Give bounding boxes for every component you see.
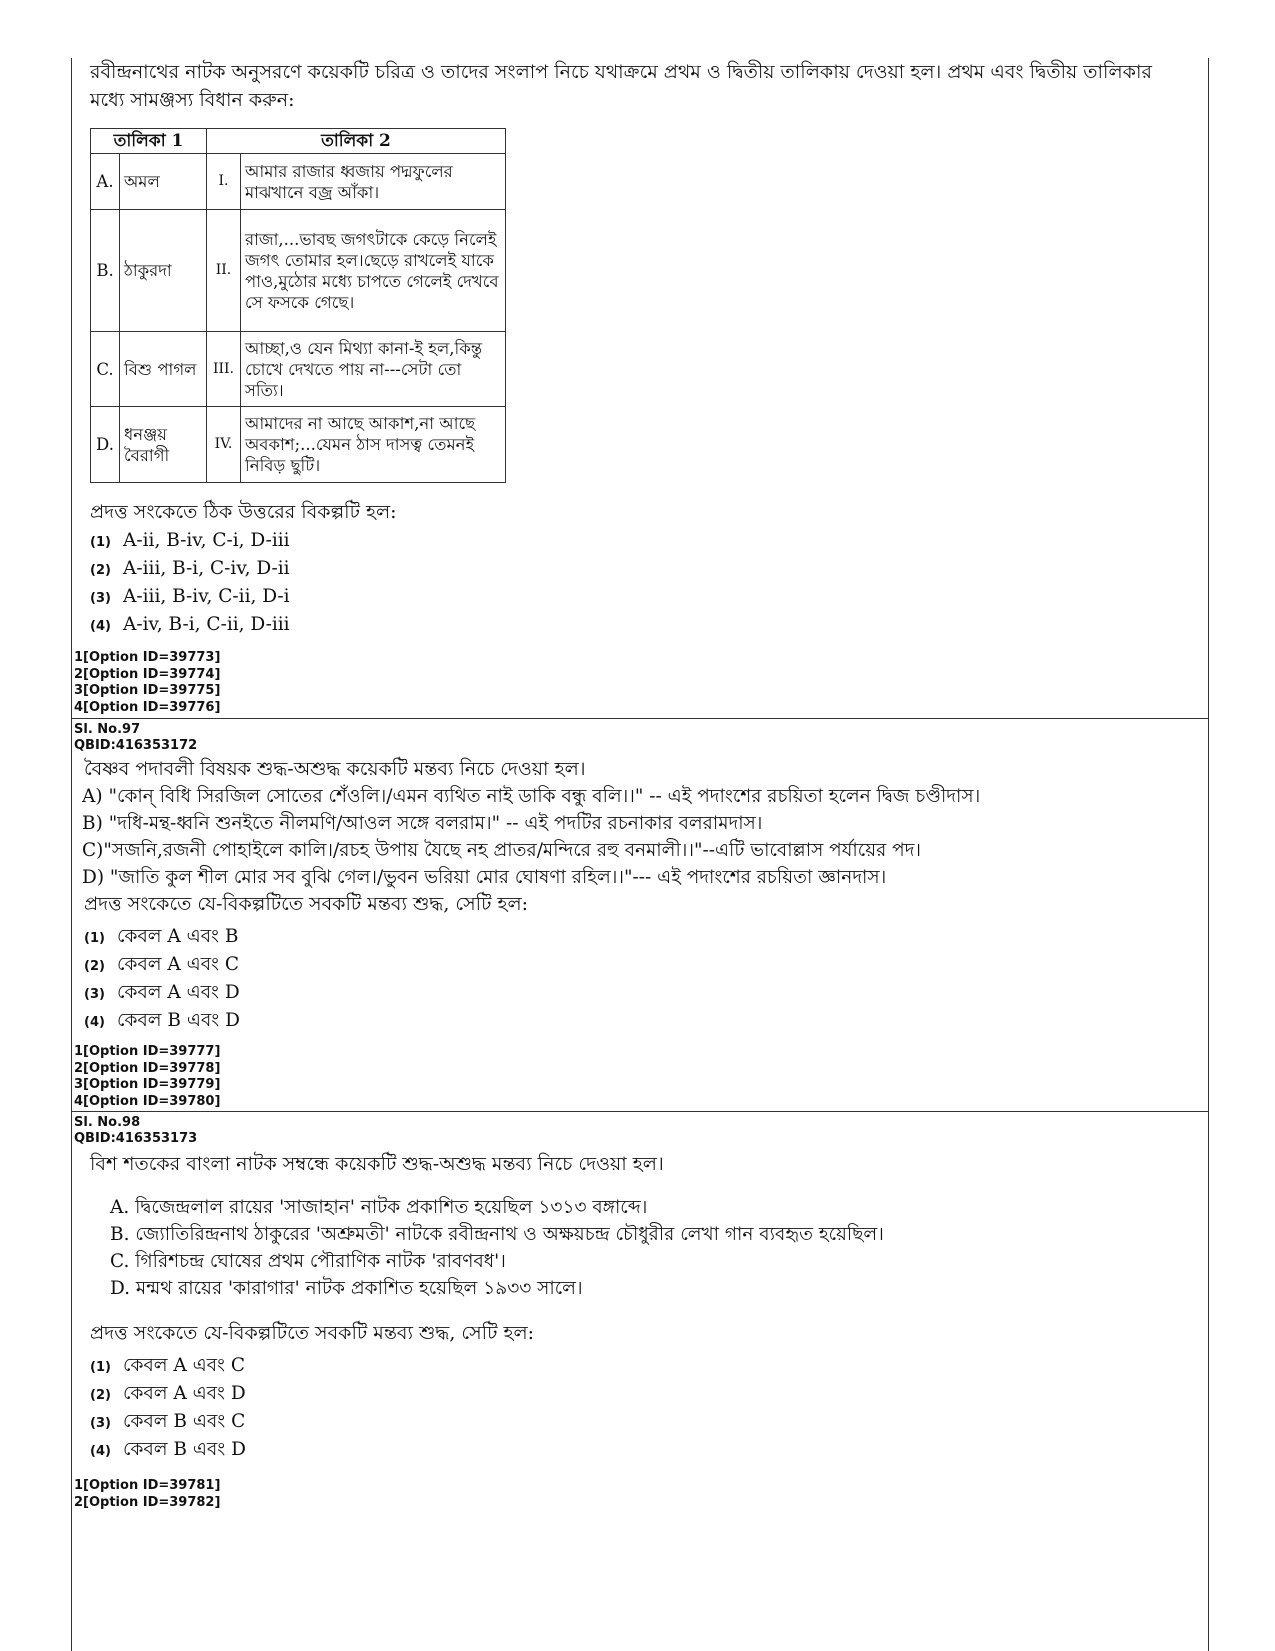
statements-list bbox=[110, 1194, 1208, 1302]
dialogue-quote: আমাদের না আছে আকাশ,না আছে অবকাশ;...যেমন ঠাস দাসত্ব তেমনই নিবিড় ছুটি। bbox=[241, 407, 506, 483]
question-divider bbox=[72, 718, 1208, 719]
match-table bbox=[90, 128, 506, 483]
list-1-header: তালিকা 1 bbox=[91, 129, 207, 154]
row-roman: IV. bbox=[207, 407, 241, 483]
statement-a: A. দ্বিজেন্দ্রলাল রায়ের 'সাজাহান' নাটক প্রকাশিত হয়েছিল ১৩১৩ বঙ্গাব্দে। bbox=[110, 1197, 648, 1218]
dialogue-quote: রাজা,...ভাবছ জগৎটাকে কেড়ে নিলেই জগৎ তোমার হল।ছেড়ে রাখলেই যাকে পাও,মুঠোর মধ্যে চাপতে গেলেই দেখবে সে ফসকে গেছে। bbox=[241, 210, 506, 332]
option-ids: 1[Option ID=39773] 2[Option ID=39774] 3[Option ID=39775] 4[Option ID=39776] bbox=[74, 650, 221, 715]
option-3[interactable]: (3) A-iii, B-iv, C-ii, D-i bbox=[90, 586, 290, 607]
list-2-header: তালিকা 2 bbox=[207, 129, 506, 154]
table-row bbox=[91, 210, 506, 332]
question-intro: রবীন্দ্রনাথের নাটক অনুসরণে কয়েকটি চরিত্র ও তাদের সংলাপ নিচে যথাক্রমে প্রথম ও দ্বিতীয় তালিকায় দেওয়া হল। প্রথম এবং দ্বিতীয় তালিকার মধ্যে সামঞ্জস্য বিধান করুন: bbox=[90, 61, 1152, 111]
dialogue-quote: আচ্ছা,ও যেন মিথ্যা কানা-ই হল,কিন্তু চোখে দেখতে পায় না---সেটা তো সত্যি। bbox=[241, 332, 506, 407]
option-4[interactable]: (4) A-iv, B-i, C-ii, D-iii bbox=[90, 614, 290, 635]
qbid: QBID:416353173 bbox=[74, 1131, 198, 1146]
row-letter: D. bbox=[91, 407, 120, 483]
table-row bbox=[91, 407, 506, 483]
statement-b: B. জ্যোতিরিন্দ্রনাথ ঠাকুরের 'অশ্রুমতী' নাটকে রবীন্দ্রনাথ ও অক্ষয়চন্দ্র চৌধুরীর লেখা গান ব্যবহৃত হয়েছিল। bbox=[110, 1224, 884, 1245]
option-3[interactable]: (3) কেবল A এবং D bbox=[84, 982, 240, 1003]
option-1[interactable]: (1) A-ii, B-iv, C-i, D-iii bbox=[90, 530, 290, 551]
option-2[interactable]: (2) কেবল A এবং C bbox=[84, 954, 240, 975]
question-divider bbox=[72, 1111, 1208, 1112]
question-98 bbox=[72, 1115, 1208, 1463]
question-96 bbox=[72, 58, 1208, 642]
serial-number: Sl. No.98 bbox=[74, 1115, 141, 1130]
question-prompt: প্রদত্ত সংকেতে যে-বিকল্পটিতে সবকটি মন্তব্য শুদ্ধ, সেটি হল: bbox=[84, 893, 529, 915]
question-paper-page bbox=[71, 58, 1209, 1651]
question-prompt: প্রদত্ত সংকেতে ঠিক উত্তরের বিকল্পটি হল: bbox=[90, 501, 397, 523]
dialogue-quote: আমার রাজার ধ্বজায় পদ্মফুলের মাঝখানে বজ্র আঁকা। bbox=[241, 154, 506, 210]
character-name: অমল bbox=[120, 154, 207, 210]
table-row bbox=[91, 154, 506, 210]
option-4[interactable]: (4) কেবল B এবং D bbox=[84, 1010, 240, 1031]
statement-c: C. গিরিশচন্দ্র ঘোষের প্রথম পৌরাণিক নাটক 'রাবণবধ'। bbox=[110, 1251, 506, 1272]
row-letter: A. bbox=[91, 154, 120, 210]
row-roman: I. bbox=[207, 154, 241, 210]
option-ids: 1[Option ID=39781] 2[Option ID=39782] bbox=[74, 1478, 221, 1510]
row-letter: B. bbox=[91, 210, 120, 332]
option-1[interactable]: (1) কেবল A এবং B bbox=[84, 926, 239, 947]
options-list bbox=[88, 530, 1208, 642]
statement-c: C)"সজনি,রজনী পোহাইলে কালি।/রচহ উপায় যৈছে নহ প্রাতর/মন্দিরে রহু বনমালী।।"--এটি ভাবোল্লাস পর্যায়ের পদ। bbox=[82, 840, 922, 861]
character-name: বিশু পাগল bbox=[120, 332, 207, 407]
question-prompt: প্রদত্ত সংকেতে যে-বিকল্পটিতে সবকটি মন্তব্য শুদ্ধ, সেটি হল: bbox=[90, 1322, 535, 1344]
row-roman: III. bbox=[207, 332, 241, 407]
options-list bbox=[88, 1351, 1208, 1463]
statement-d: D) "জাতি কুল শীল মোর সব বুঝি গেল।/ভুবন ভরিয়া মোর ঘোষণা রহিল।।"--- এই পদাংশের রচয়িতা জ্ঞানদাস। bbox=[82, 867, 887, 888]
statement-a: A) "কোন্‌ বিধি সিরজিল সোতের শেঁওলি।/এমন ব্যথিত নাই ডাকি বন্ধু বলি।।" -- এই পদাংশের রচয়িতা হলেন দ্বিজ চণ্ডীদাস। bbox=[82, 786, 981, 807]
table-row bbox=[91, 332, 506, 407]
options-list bbox=[82, 922, 1208, 1034]
option-2[interactable]: (2) কেবল A এবং D bbox=[90, 1383, 246, 1404]
question-text: বৈষ্ণব পদাবলী বিষয়ক শুদ্ধ-অশুদ্ধ কয়েকটি মন্তব্য নিচে দেওয়া হল। bbox=[84, 758, 586, 780]
statement-d: D. মন্মথ রায়ের 'কারাগার' নাটক প্রকাশিত হয়েছিল ১৯৩৩ সালে। bbox=[110, 1278, 583, 1299]
serial-number: Sl. No.97 bbox=[74, 722, 141, 737]
option-ids: 1[Option ID=39777] 2[Option ID=39778] 3[Option ID=39779] 4[Option ID=39780] bbox=[74, 1044, 221, 1109]
option-3[interactable]: (3) কেবল B এবং C bbox=[90, 1411, 246, 1432]
character-name: ধনঞ্জয় বৈরাগী bbox=[120, 407, 207, 483]
row-letter: C. bbox=[91, 332, 120, 407]
qbid: QBID:416353172 bbox=[74, 738, 198, 753]
row-roman: II. bbox=[207, 210, 241, 332]
question-text: বিশ শতকের বাংলা নাটক সম্বন্ধে কয়েকটি শুদ্ধ-অশুদ্ধ মন্তব্য নিচে দেওয়া হল। bbox=[90, 1153, 664, 1175]
question-97 bbox=[72, 722, 1208, 1034]
option-1[interactable]: (1) কেবল A এবং C bbox=[90, 1355, 246, 1376]
option-2[interactable]: (2) A-iii, B-i, C-iv, D-ii bbox=[90, 558, 290, 579]
option-4[interactable]: (4) কেবল B এবং D bbox=[90, 1439, 246, 1460]
statement-b: B) "দধি-মন্থ-ধ্বনি শুনইতে নীলমণি/আওল সঙ্গে বলরাম।" -- এই পদটির রচনাকার বলরামদাস। bbox=[82, 813, 763, 834]
character-name: ঠাকুরদা bbox=[120, 210, 207, 332]
